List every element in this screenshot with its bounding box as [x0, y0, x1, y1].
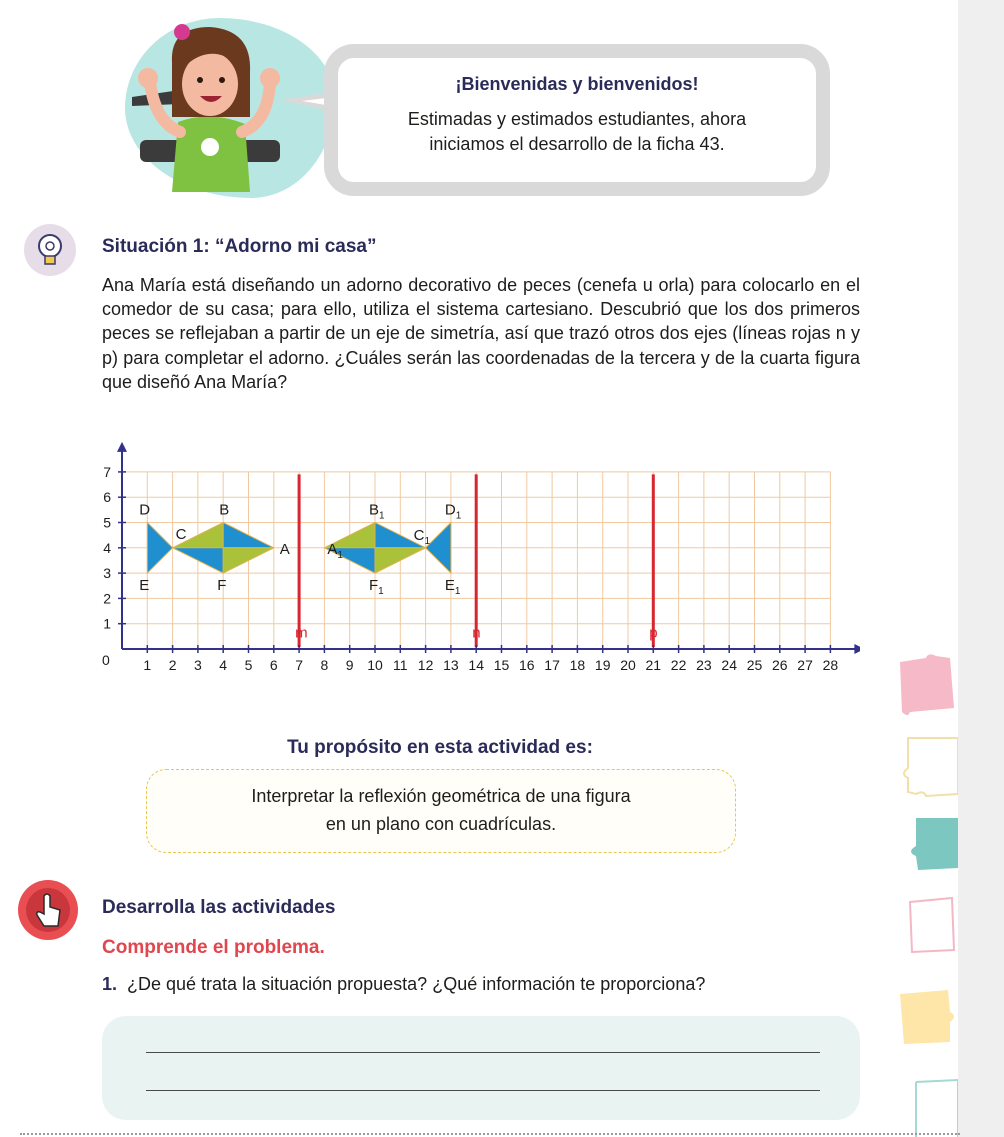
x-tick-label: 17 [544, 657, 560, 673]
fish2-tail [426, 523, 451, 574]
point-label-C: C [175, 525, 187, 543]
page-margin-strip [958, 0, 1004, 1137]
puzzle-piece-yellow [896, 986, 958, 1048]
x-tick-label: 2 [168, 657, 177, 673]
x-tick-label: 27 [797, 657, 813, 673]
x-axis-arrow [854, 644, 860, 654]
point-label-A: A [279, 540, 290, 558]
situation-text: Ana María está diseñando un adorno decorativo de peces (cenefa u orla) para colocarlo en el comedor de su casa; para ello, utiliza el sistema cartesiano. Descubrió que los dos primeros peces se reflejaban a partir de un eje de simetría, así que trazó otros dos ejes (líneas rojas n y p) para completar el adorno. ¿Cuáles serán las coordenadas de la tercera y de la cuarta figura que diseñó Ana María? [102, 275, 860, 392]
cartesian-plane [90, 440, 860, 690]
point-label-C1: $C_1$ [413, 526, 431, 547]
y-tick-label: 1 [103, 615, 111, 632]
point-label-E1: $E_1$ [444, 577, 461, 598]
y-tick-label: 5 [103, 514, 111, 531]
x-tick-label: 21 [645, 657, 662, 673]
point-label-F: F [217, 577, 227, 595]
question-1 [102, 974, 705, 995]
x-tick-label: 9 [345, 657, 354, 673]
puzzle-piece-pink [896, 652, 958, 718]
point-label-B1: $B_1$ [369, 501, 385, 522]
x-tick-label: 12 [417, 657, 434, 673]
lightbulb-icon [24, 224, 76, 276]
x-tick-label: 28 [822, 657, 839, 673]
symmetry-axis-label-p: p [649, 624, 658, 642]
x-tick-label: 5 [244, 657, 253, 673]
x-tick-label: 16 [519, 657, 535, 673]
x-tick-label: 10 [367, 657, 383, 673]
x-tick-label: 19 [594, 657, 611, 673]
x-tick-label: 4 [219, 657, 228, 673]
puzzle-piece-teal [906, 816, 958, 876]
point-label-D1: $D_1$ [444, 501, 462, 522]
welcome-greeting: ¡Bienvenidas y bienvenidos! [455, 74, 699, 94]
answer-line[interactable] [146, 1052, 820, 1053]
point-label-B: B [219, 501, 230, 519]
x-tick-label: 8 [320, 657, 329, 673]
x-tick-label: 6 [269, 657, 278, 673]
purpose-line2: en un plano con cuadrículas. [325, 814, 557, 834]
y-tick-label: 7 [103, 463, 111, 480]
x-tick-label: 3 [194, 657, 202, 673]
x-tick-label: 26 [772, 657, 788, 673]
point-label-A1: $A_1$ [327, 540, 343, 561]
x-tick-label: 18 [569, 657, 586, 673]
x-tick-label: 22 [670, 657, 687, 673]
symmetry-axis-label-m: m [295, 624, 308, 642]
puzzle-piece-outline-yellow [900, 734, 958, 800]
x-tick-label: 24 [721, 657, 737, 673]
y-tick-label: 6 [103, 489, 111, 506]
point-label-E: E [139, 577, 150, 595]
question-1-number: 1. [102, 974, 118, 994]
purpose-title: Tu propósito en esta actividad es: [287, 737, 593, 758]
student-girl-illustration [110, 22, 300, 200]
activities-title: Desarrolla las actividades [102, 897, 336, 918]
x-tick-label: 15 [493, 657, 510, 673]
bottom-dotted-rule [20, 1133, 960, 1135]
welcome-speech-bubble [324, 44, 830, 196]
x-tick-label: 25 [746, 657, 763, 673]
x-tick-label: 11 [393, 657, 408, 673]
welcome-message-line1: Estimadas y estimados estudiantes, ahora [407, 109, 747, 129]
question-1-text: ¿De qué trata la situación propuesta? ¿Qué información te proporciona? [127, 974, 706, 994]
x-tick-label: 20 [620, 657, 636, 673]
x-tick-label: 13 [443, 657, 459, 673]
point-label-D: D [139, 501, 151, 519]
purpose-line1: Interpretar la reflexión geométrica de una figura [251, 786, 631, 806]
pointing-hand-icon [18, 880, 78, 940]
origin-label: 0 [102, 652, 110, 668]
x-tick-label: 7 [295, 657, 303, 673]
y-tick-label: 3 [103, 565, 111, 582]
puzzle-piece-outline-teal [912, 1076, 958, 1137]
purpose-box [146, 769, 736, 853]
x-tick-label: 14 [468, 657, 484, 673]
answer-box[interactable] [102, 1016, 860, 1120]
y-tick-label: 4 [103, 539, 111, 556]
answer-line[interactable] [146, 1090, 820, 1091]
y-tick-label: 2 [103, 590, 111, 607]
understand-problem-title: Comprende el problema. [102, 937, 325, 958]
symmetry-axis-label-n: n [472, 624, 481, 642]
x-tick-label: 1 [143, 657, 152, 673]
situation-title: Situación 1: “Adorno mi casa” [102, 236, 377, 257]
fish1-tail [147, 523, 172, 574]
x-tick-label: 23 [696, 657, 712, 673]
welcome-message-line2: iniciamos el desarrollo de la ficha 43. [429, 134, 725, 154]
point-label-F1: $F_1$ [369, 577, 384, 598]
puzzle-piece-outline-pink [904, 896, 958, 954]
y-axis-arrow [117, 442, 127, 452]
